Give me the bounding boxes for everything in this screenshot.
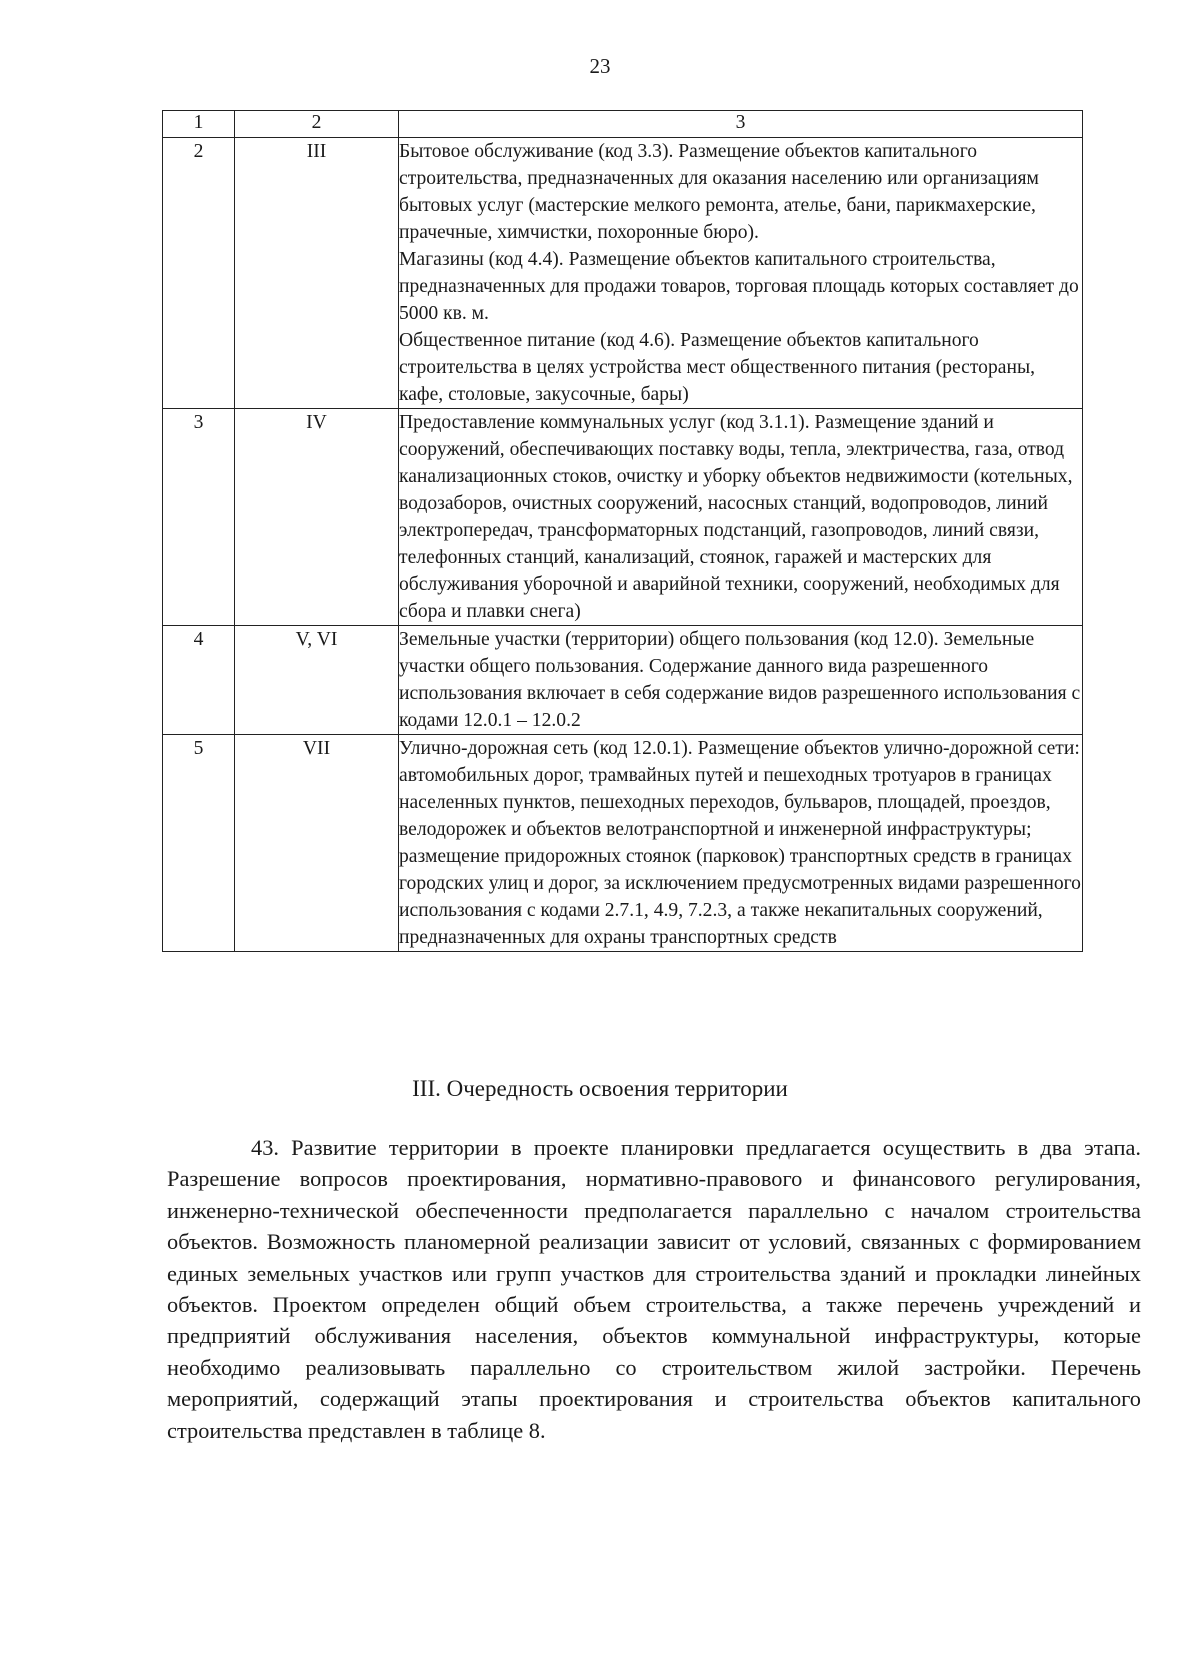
column-header-number: 1 <box>163 111 235 138</box>
section-heading: III. Очередность освоения территории <box>412 1076 788 1101</box>
row-description <box>399 626 1083 735</box>
row-number: 5 <box>163 735 235 952</box>
row-zone: IV <box>235 409 399 626</box>
row-description <box>399 735 1083 952</box>
column-header-description: 3 <box>399 111 1083 138</box>
row-number: 2 <box>163 138 235 409</box>
row-zone: V, VI <box>235 626 399 735</box>
table-row <box>163 409 1083 626</box>
description-line: Бытовое обслуживание (код 3.3). Размещение объектов капитального строительства, предназначенных для оказания населению или организациям бытовых услуг (мастерские мелкого ремонта, ателье, бани, парикмахерские, прачечные, химчистки, похоронные бюро). <box>399 141 1039 243</box>
table-row <box>163 735 1083 952</box>
page-number: 23 <box>589 54 611 78</box>
table-row <box>163 626 1083 735</box>
row-number: 4 <box>163 626 235 735</box>
table-header-row <box>163 111 1083 138</box>
description-line: Магазины (код 4.4). Размещение объектов капитального строительства, предназначенных для продажи товаров, торговая площадь которых составляет до 5000 кв. м. <box>399 249 1079 324</box>
description-line: Земельные участки (территории) общего пользования (код 12.0). Земельные участки общего пользования. Содержание данного вида разрешенного использования включает в себя содержание видов разрешенного использования с кодами 12.0.1 – 12.0.2 <box>399 629 1081 731</box>
description-line: Общественное питание (код 4.6). Размещение объектов капитального строительства в целях устройства мест общественного питания (рестораны, кафе, столовые, закусочные, бары) <box>399 330 1036 405</box>
table-row <box>163 138 1083 409</box>
land-use-table <box>162 110 1083 952</box>
row-zone: VII <box>235 735 399 952</box>
description-line: Улично-дорожная сеть (код 12.0.1). Размещение объектов улично-дорожной сети: автомобильных дорог, трамвайных путей и пешеходных тротуаров в границах населенных пунктов, пешеходных переходов, бульваров, площадей, проездов, велодорожек и объектов велотранспортной и инженерной инфраструктуры; размещение придорожных стоянок (парковок) транспортных средств в границах городских улиц и дорог, за исключением предусмотренных видами разрешенного использования с кодами 2.7.1, 4.9, 7.2.3, а также некапитальных сооружений, предназначенных для охраны транспортных средств <box>399 738 1081 948</box>
row-zone: III <box>235 138 399 409</box>
description-line: Предоставление коммунальных услуг (код 3.1.1). Размещение зданий и сооружений, обеспечивающих поставку воды, тепла, электричества, газа, отвод канализационных стоков, очистку и уборку объектов недвижимости (котельных, водозаборов, очистных сооружений, насосных станций, водопроводов, линий электропередач, трансформаторных подстанций, газопроводов, линий связи, телефонных станций, канализаций, стоянок, гаражей и мастерских для обслуживания уборочной и аварийной техники, сооружений, необходимых для сбора и плавки снега) <box>399 412 1073 622</box>
column-header-zone: 2 <box>235 111 399 138</box>
body-paragraph: 43. Развитие территории в проекте планировки предлагается осуществить в два этапа. Разрешение вопросов проектирования, нормативно-правового и финансового регулирования, инженерно-технической обеспеченности предполагается параллельно с началом строительства объектов. Возможность планомерной реализации зависит от условий, связанных с формированием единых земельных участков или групп участков для строительства зданий и прокладки линейных объектов. Проектом определен общий объем строительства, а также перечень учреждений и предприятий обслуживания населения, объектов коммунальной инфраструктуры, которые необходимо реализовывать параллельно со строительством жилой застройки. Перечень мероприятий, содержащий этапы проектирования и строительства объектов капитального строительства представлен в таблице 8. <box>167 1135 1141 1443</box>
row-number: 3 <box>163 409 235 626</box>
row-description <box>399 409 1083 626</box>
row-description <box>399 138 1083 409</box>
